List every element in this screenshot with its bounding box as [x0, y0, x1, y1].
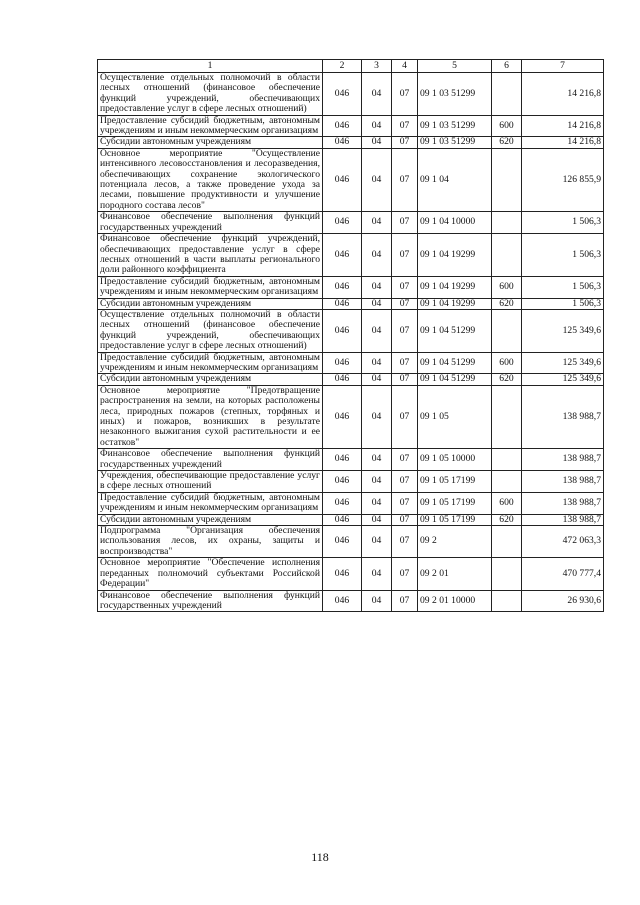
- row-csr: 09 1 04 10000: [418, 212, 492, 234]
- row-pr: 07: [392, 115, 418, 137]
- row-pr: 07: [392, 148, 418, 211]
- table-body: [98, 73, 604, 612]
- row-csr: 09 2 01 10000: [418, 590, 492, 612]
- row-name: Подпрограмма "Организация обеспечения использования лесов, их охраны, защиты и воспроизводства": [98, 526, 323, 558]
- row-name: Предоставление субсидий бюджетным, автономным учреждениям и иным некоммерческим организациям: [98, 115, 323, 137]
- row-pr: 07: [392, 276, 418, 298]
- row-rz: 04: [362, 73, 392, 116]
- row-csr: 09 1 05 17199: [418, 514, 492, 525]
- row-csr: 09 1 04 51299: [418, 374, 492, 385]
- table-header: [98, 60, 604, 73]
- row-rz: 04: [362, 492, 392, 514]
- row-csr: 09 1 05 17199: [418, 471, 492, 493]
- row-csr: 09 1 04 51299: [418, 352, 492, 374]
- header-col-7: 7: [522, 60, 604, 73]
- row-vr: [492, 526, 522, 558]
- row-name: Финансовое обеспечение выполнения функций государственных учреждений: [98, 212, 323, 234]
- row-name: Предоставление субсидий бюджетным, автономным учреждениям и иным некоммерческим организациям: [98, 352, 323, 374]
- row-ved: 046: [323, 514, 362, 525]
- row-csr: 09 1 04: [418, 148, 492, 211]
- table-row: [98, 234, 604, 277]
- row-sum: 26 930,6: [522, 590, 604, 612]
- table-row: [98, 449, 604, 471]
- row-sum: 1 506,3: [522, 234, 604, 277]
- row-rz: 04: [362, 471, 392, 493]
- table-row: [98, 558, 604, 590]
- row-pr: 07: [392, 374, 418, 385]
- row-rz: 04: [362, 385, 392, 448]
- row-vr: [492, 212, 522, 234]
- row-ved: 046: [323, 590, 362, 612]
- row-sum: 126 855,9: [522, 148, 604, 211]
- row-rz: 04: [362, 309, 392, 352]
- row-pr: 07: [392, 492, 418, 514]
- row-name: Осуществление отдельных полномочий в области лесных отношений (финансовое обеспечение функций учреждений, обеспечивающих предоставление услуг в сфере лесных отношений): [98, 309, 323, 352]
- row-csr: 09 1 04 51299: [418, 309, 492, 352]
- row-pr: 07: [392, 526, 418, 558]
- row-name: Основное мероприятие "Предотвращение распространения на земли, на которых расположены леса, природных пожаров (степных, торфяных и иных) и пожаров, возникших в результате незаконного выжигания сухой растительности и ее остатков": [98, 385, 323, 448]
- row-sum: 1 506,3: [522, 276, 604, 298]
- row-vr: [492, 558, 522, 590]
- page-number: 118: [311, 850, 329, 864]
- row-name: Финансовое обеспечение выполнения функций государственных учреждений: [98, 590, 323, 612]
- row-csr: 09 1 03 51299: [418, 137, 492, 148]
- row-sum: 472 063,3: [522, 526, 604, 558]
- row-sum: 125 349,6: [522, 352, 604, 374]
- header-col-3: 3: [362, 60, 392, 73]
- row-ved: 046: [323, 298, 362, 309]
- row-sum: 14 216,8: [522, 73, 604, 116]
- row-vr: [492, 234, 522, 277]
- row-sum: 1 506,3: [522, 212, 604, 234]
- row-sum: 125 349,6: [522, 309, 604, 352]
- header-col-4: 4: [392, 60, 418, 73]
- row-name: Субсидии автономным учреждениям: [98, 298, 323, 309]
- row-vr: 620: [492, 298, 522, 309]
- row-rz: 04: [362, 526, 392, 558]
- row-vr: [492, 471, 522, 493]
- row-pr: 07: [392, 137, 418, 148]
- row-rz: 04: [362, 115, 392, 137]
- table-row: [98, 526, 604, 558]
- row-name: Предоставление субсидий бюджетным, автономным учреждениям и иным некоммерческим организациям: [98, 276, 323, 298]
- row-name: Финансовое обеспечение функций учреждений, обеспечивающих предоставление услуг в сфере лесных отношений в части выплаты регионального доли районного коэффициента: [98, 234, 323, 277]
- budget-table: [97, 59, 604, 612]
- row-ved: 046: [323, 137, 362, 148]
- row-pr: 07: [392, 590, 418, 612]
- row-pr: 07: [392, 514, 418, 525]
- row-csr: 09 1 04 19299: [418, 234, 492, 277]
- row-pr: 07: [392, 309, 418, 352]
- row-pr: 07: [392, 212, 418, 234]
- row-name: Субсидии автономным учреждениям: [98, 514, 323, 525]
- table-row: [98, 374, 604, 385]
- table-row: [98, 298, 604, 309]
- table-row: [98, 471, 604, 493]
- table-row: [98, 590, 604, 612]
- row-name: Основное мероприятие "Обеспечение исполнения переданных полномочий субъектами Российской Федерации": [98, 558, 323, 590]
- row-ved: 046: [323, 234, 362, 277]
- row-rz: 04: [362, 558, 392, 590]
- table-row: [98, 514, 604, 525]
- row-csr: 09 2: [418, 526, 492, 558]
- row-ved: 046: [323, 385, 362, 448]
- row-sum: 138 988,7: [522, 471, 604, 493]
- row-csr: 09 1 03 51299: [418, 73, 492, 116]
- row-name: Учреждения, обеспечивающие предоставление услуг в сфере лесных отношений: [98, 471, 323, 493]
- row-csr: 09 1 03 51299: [418, 115, 492, 137]
- row-pr: 07: [392, 471, 418, 493]
- table-row: [98, 73, 604, 116]
- table-row: [98, 385, 604, 448]
- row-vr: 620: [492, 374, 522, 385]
- row-vr: [492, 73, 522, 116]
- row-sum: 14 216,8: [522, 115, 604, 137]
- row-vr: [492, 590, 522, 612]
- row-csr: 09 1 05 10000: [418, 449, 492, 471]
- row-rz: 04: [362, 449, 392, 471]
- row-pr: 07: [392, 385, 418, 448]
- row-name: Финансовое обеспечение выполнения функций государственных учреждений: [98, 449, 323, 471]
- table-row: [98, 115, 604, 137]
- row-vr: [492, 148, 522, 211]
- row-name: Субсидии автономным учреждениям: [98, 374, 323, 385]
- row-rz: 04: [362, 590, 392, 612]
- row-pr: 07: [392, 449, 418, 471]
- row-rz: 04: [362, 374, 392, 385]
- row-pr: 07: [392, 73, 418, 116]
- row-sum: 138 988,7: [522, 385, 604, 448]
- row-name: Субсидии автономным учреждениям: [98, 137, 323, 148]
- row-ved: 046: [323, 558, 362, 590]
- table-row: [98, 309, 604, 352]
- row-pr: 07: [392, 352, 418, 374]
- row-sum: 14 216,8: [522, 137, 604, 148]
- row-rz: 04: [362, 212, 392, 234]
- row-sum: 138 988,7: [522, 449, 604, 471]
- header-col-2: 2: [323, 60, 362, 73]
- table-row: [98, 352, 604, 374]
- row-rz: 04: [362, 352, 392, 374]
- row-ved: 046: [323, 374, 362, 385]
- row-pr: 07: [392, 234, 418, 277]
- row-vr: 620: [492, 514, 522, 525]
- row-sum: 138 988,7: [522, 492, 604, 514]
- row-rz: 04: [362, 148, 392, 211]
- row-ved: 046: [323, 526, 362, 558]
- row-rz: 04: [362, 276, 392, 298]
- row-sum: 138 988,7: [522, 514, 604, 525]
- row-vr: [492, 385, 522, 448]
- row-name: Основное мероприятие "Осуществление интенсивного лесовосстановления и лесоразведения, обеспечивающих сохранение экологического потенциала лесов, а также проведение ухода за лесами, повышение продуктивности и улучшение породного состава лесов": [98, 148, 323, 211]
- header-row: [98, 60, 604, 73]
- row-ved: 046: [323, 73, 362, 116]
- row-vr: 600: [492, 492, 522, 514]
- row-csr: 09 1 04 19299: [418, 298, 492, 309]
- table-row: [98, 276, 604, 298]
- row-csr: 09 2 01: [418, 558, 492, 590]
- row-vr: 620: [492, 137, 522, 148]
- row-vr: 600: [492, 352, 522, 374]
- row-rz: 04: [362, 298, 392, 309]
- row-vr: 600: [492, 276, 522, 298]
- row-pr: 07: [392, 558, 418, 590]
- row-ved: 046: [323, 276, 362, 298]
- row-pr: 07: [392, 298, 418, 309]
- row-ved: 046: [323, 309, 362, 352]
- row-ved: 046: [323, 449, 362, 471]
- row-name: Предоставление субсидий бюджетным, автономным учреждениям и иным некоммерческим организациям: [98, 492, 323, 514]
- row-vr: [492, 309, 522, 352]
- row-csr: 09 1 05 17199: [418, 492, 492, 514]
- table-row: [98, 137, 604, 148]
- row-ved: 046: [323, 471, 362, 493]
- row-csr: 09 1 04 19299: [418, 276, 492, 298]
- row-ved: 046: [323, 492, 362, 514]
- table-row: [98, 212, 604, 234]
- row-sum: 125 349,6: [522, 374, 604, 385]
- header-col-5: 5: [418, 60, 492, 73]
- header-col-6: 6: [492, 60, 522, 73]
- row-sum: 470 777,4: [522, 558, 604, 590]
- row-sum: 1 506,3: [522, 298, 604, 309]
- table-row: [98, 492, 604, 514]
- row-vr: [492, 449, 522, 471]
- row-rz: 04: [362, 514, 392, 525]
- row-rz: 04: [362, 234, 392, 277]
- header-col-1: 1: [98, 60, 323, 73]
- row-rz: 04: [362, 137, 392, 148]
- row-ved: 046: [323, 352, 362, 374]
- table-row: [98, 148, 604, 211]
- row-ved: 046: [323, 115, 362, 137]
- row-ved: 046: [323, 212, 362, 234]
- row-name: Осуществление отдельных полномочий в области лесных отношений (финансовое обеспечение функций учреждений, обеспечивающих предоставление услуг в сфере лесных отношений): [98, 73, 323, 116]
- row-vr: 600: [492, 115, 522, 137]
- row-csr: 09 1 05: [418, 385, 492, 448]
- row-ved: 046: [323, 148, 362, 211]
